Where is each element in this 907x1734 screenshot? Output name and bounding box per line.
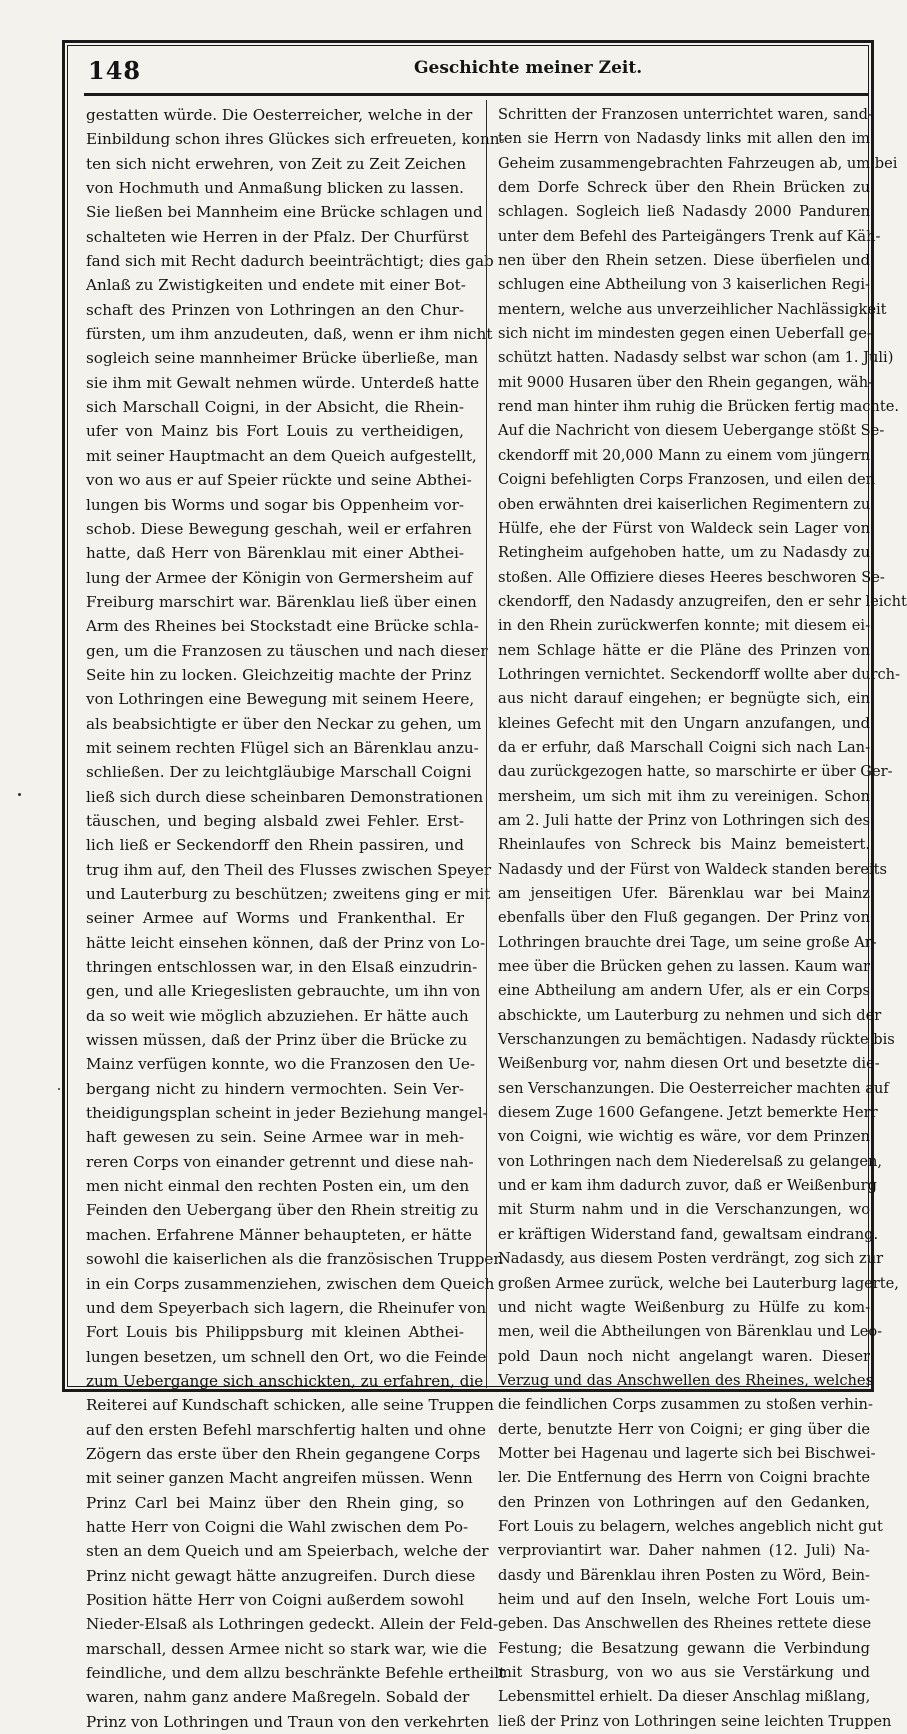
text-line: sich Marschall Coigni, in der Absicht, die Rhein- — [86, 398, 464, 417]
text-line: heim und auf den Inseln, welche Fort Louis um- — [498, 1590, 870, 1608]
text-line: eine Abtheilung am andern Ufer, als er ein Corps — [498, 982, 870, 1000]
text-line: theidigungsplan scheint in jeder Beziehung mangel- — [86, 1104, 488, 1123]
text-line: ließ der Prinz von Lothringen seine leichten Truppen — [498, 1712, 892, 1730]
page-header — [84, 52, 864, 88]
text-line: als beabsichtigte er über den Neckar zu gehen, um — [86, 714, 482, 733]
text-line: men, weil die Abtheilungen von Bärenklau und Leo- — [498, 1323, 883, 1341]
text-line: dasdy und Bärenklau ihren Posten zu Wörd, Bein- — [498, 1566, 870, 1584]
text-line: schalteten wie Herren in der Pfalz. Der Churfürst — [86, 227, 469, 246]
text-line: Prinz von Lothringen und Traun von den verkehrten — [86, 1712, 490, 1731]
text-line: sten an dem Queich und am Speierbach, welche der — [86, 1542, 489, 1561]
text-line: Fort Louis zu belagern, welches angeblich nicht gut — [498, 1517, 883, 1535]
text-line: ten sich nicht erwehren, von Zeit zu Zeit Zeichen — [86, 154, 467, 173]
text-line: Lothringen brauchte drei Tage, um seine große Ar- — [498, 933, 877, 951]
text-line: lungen besetzen, um schnell den Ort, wo die Feinde — [86, 1347, 487, 1366]
text-line: lich ließ er Seckendorff den Rhein passiren, und — [86, 836, 464, 855]
text-line: schlugen eine Abtheilung von 3 kaiserlichen Regi- — [498, 276, 870, 294]
text-line: Schritten der Franzosen unterrichtet waren, sand- — [498, 106, 873, 123]
text-line: reren Corps von einander getrennt und diese nah- — [86, 1152, 474, 1171]
text-line: waren, nahm ganz andere Maßregeln. Sobald der — [86, 1688, 470, 1707]
text-line: sen Verschanzungen. Die Oesterreicher machten auf — [498, 1079, 889, 1097]
text-line: sowohl die kaiserlichen als die französischen Truppen — [86, 1250, 504, 1269]
text-line: Position hätte Herr von Coigni außerdem sowohl — [86, 1590, 464, 1609]
text-line: men nicht einmal den rechten Posten ein, um den — [86, 1177, 470, 1196]
text-line: mit seinem rechten Flügel sich an Bärenklau anzu- — [86, 738, 479, 757]
header-rule — [84, 93, 868, 96]
text-line: mit seiner ganzen Macht angreifen müssen. Wenn — [86, 1469, 473, 1488]
text-line: unter dem Befehl des Parteigängers Trenk auf Käh- — [498, 227, 881, 245]
text-line: Hülfe, ehe der Fürst von Waldeck sein Lager von — [498, 519, 870, 537]
text-line: ufer von Mainz bis Fort Louis zu vertheidigen, — [86, 422, 464, 441]
text-line: Retingheim aufgehoben hatte, um zu Nadasdy zu — [498, 544, 870, 562]
text-column-right — [498, 103, 907, 1730]
text-line: feindliche, und dem allzu beschränkte Befehle ertheilt — [86, 1664, 506, 1682]
text-line: mee über die Brücken gehen zu lassen. Kaum war — [498, 958, 870, 976]
text-line: hätte leicht einsehen können, daß der Prinz von Lo- — [86, 933, 486, 952]
text-line: am 2. Juli hatte der Prinz von Lothringen sich des — [498, 811, 870, 829]
text-line: lungen bis Worms und sogar bis Oppenheim vor- — [86, 495, 464, 514]
text-line: Lothringen vernichtet. Seckendorff wollte aber durch- — [498, 665, 901, 683]
text-line: in ein Corps zusammenziehen, zwischen dem Queich — [86, 1274, 495, 1293]
text-line: Einbildung schon ihres Glückes sich erfreueten, konn- — [86, 130, 505, 149]
text-line: Fort Louis bis Philippsburg mit kleinen Abthei- — [86, 1323, 464, 1342]
text-line: von Lothringen eine Bewegung mit seinem Heere, — [86, 690, 475, 709]
text-line: dau zurückgezogen hatte, so marschirte er über Ger- — [498, 763, 893, 781]
text-line: schaft des Prinzen von Lothringen an den Chur- — [86, 300, 464, 319]
text-line: zum Uebergange sich anschickten, zu erfahren, die — [86, 1371, 484, 1390]
text-line: Festung; die Besatzung gewann die Verbindung — [498, 1639, 870, 1657]
text-line: Lebensmittel erhielt. Da dieser Anschlag mißlang, — [498, 1688, 871, 1706]
text-line: nem Schlage hätte er die Pläne des Prinzen von — [498, 641, 870, 659]
text-line: Feinden den Uebergang über den Rhein streitig zu — [86, 1201, 479, 1220]
text-line: abschickte, um Lauterburg zu nehmen und sich der — [498, 1006, 882, 1024]
text-line: schließen. Der zu leichtgläubige Marschall Coigni — [86, 763, 472, 782]
text-line: Zögern das erste über den Rhein gegangene Corps — [86, 1444, 481, 1463]
text-line: wissen müssen, daß der Prinz über die Brücke zu — [86, 1031, 468, 1050]
text-line: seiner Armee auf Worms und Frankenthal. Er — [86, 909, 464, 928]
text-line: ckendorff mit 20,000 Mann zu einem vom jüngern — [498, 446, 870, 464]
text-line: Reiterei auf Kundschaft schicken, alle seine Truppen — [86, 1396, 494, 1415]
page-number: 148 — [88, 56, 142, 85]
text-line: von Lothringen nach dem Niederelsaß zu gelangen, — [498, 1152, 883, 1170]
text-line: nen über den Rhein setzen. Diese überfielen und — [498, 252, 870, 270]
text-line: derte, benutzte Herr von Coigni; er ging über die — [498, 1420, 870, 1438]
text-line: haft gewesen zu sein. Seine Armee war in meh- — [86, 1128, 464, 1147]
text-line: dem Dorfe Schreck über den Rhein Brücken zu — [498, 179, 870, 197]
text-line: rend man hinter ihm ruhig die Brücken fertig machte. — [498, 398, 899, 416]
text-line: in den Rhein zurückwerfen konnte; mit diesem ei- — [498, 617, 870, 635]
text-line: da so weit wie möglich abzuziehen. Er hätte auch — [86, 1006, 469, 1025]
text-column-left — [86, 103, 506, 1731]
print-speck — [58, 1088, 60, 1090]
text-line: und nicht wagte Weißenburg zu Hülfe zu kom- — [498, 1298, 870, 1316]
print-speck — [18, 793, 21, 796]
text-line: geben. Das Anschwellen des Rheines rettete diese — [498, 1615, 872, 1633]
column-divider — [486, 100, 487, 1388]
text-line: aus nicht darauf eingehen; er begnügte sich, ein — [498, 690, 870, 708]
text-line: und er kam ihm dadurch zuvor, daß er Weißenburg — [498, 1177, 877, 1195]
text-line: Prinz nicht gewagt hätte anzugreifen. Durch diese — [86, 1566, 476, 1585]
text-line: ließ sich durch diese scheinbaren Demonstrationen — [86, 787, 484, 806]
text-line: gen, um die Franzosen zu täuschen und nach dieser — [86, 641, 488, 660]
text-line: Weißenburg vor, nahm diesen Ort und besetzte die- — [498, 1055, 880, 1073]
text-line: Verzug und das Anschwellen des Rheines, welches — [498, 1371, 874, 1389]
text-line: mersheim, um sich mit ihm zu vereinigen. Schon — [498, 787, 870, 805]
text-line: Motter bei Hagenau und lagerte sich bei Bischwei- — [498, 1444, 876, 1462]
text-line: von Hochmuth und Anmaßung blicken zu lassen. — [86, 179, 464, 198]
text-line: ler. Die Entfernung des Herrn von Coigni brachte — [498, 1469, 870, 1487]
text-line: Coigni befehligten Corps Franzosen, und eilen den — [498, 471, 875, 489]
text-line: ten sie Herrn von Nadasdy links mit allen den im — [498, 130, 870, 148]
text-line: sich nicht im mindesten gegen einen Ueberfall ge- — [498, 325, 872, 343]
text-line: schlagen. Sogleich ließ Nadasdy 2000 Panduren — [498, 203, 870, 221]
text-line: hatte, daß Herr von Bärenklau mit einer Abthei- — [86, 544, 464, 563]
text-line: großen Armee zurück, welche bei Lauterburg lagerte, — [498, 1274, 899, 1292]
text-line: Anlaß zu Zwistigkeiten und endete mit einer Bot- — [86, 276, 466, 295]
text-line: machen. Erfahrene Männer behaupteten, er hätte — [86, 1225, 472, 1244]
text-line: ebenfalls über den Fluß gegangen. Der Prinz von — [498, 909, 870, 927]
text-line: sogleich seine mannheimer Brücke überließe, man — [86, 349, 479, 368]
text-line: Geheim zusammengebrachten Fahrzeugen ab, um bei — [498, 154, 898, 172]
text-line: mit 9000 Husaren über den Rhein gegangen, wäh- — [498, 373, 874, 391]
text-line: Verschanzungen zu bemächtigen. Nadasdy rückte bis — [498, 1031, 895, 1049]
text-line: Sie ließen bei Mannheim eine Brücke schlagen und — [86, 203, 483, 222]
text-line: Nadasdy und der Fürst von Waldeck standen bereits — [498, 860, 887, 878]
text-line: die feindlichen Corps zusammen zu stoßen verhin- — [498, 1396, 873, 1414]
text-line: fand sich mit Recht dadurch beeinträchtigt; dies gab — [86, 252, 494, 271]
text-line: Mainz verfügen konnte, wo die Franzosen den Ue- — [86, 1055, 476, 1074]
text-line: Freiburg marschirt war. Bärenklau ließ über einen — [86, 592, 477, 611]
text-line: Rheinlaufes von Schreck bis Mainz bemeistert. — [498, 836, 870, 854]
text-line: schob. Diese Bewegung geschah, weil er erfahren — [86, 519, 472, 538]
text-line: verproviantirt war. Daher nahmen (12. Juli) Na- — [498, 1542, 870, 1560]
text-line: trug ihm auf, den Theil des Flusses zwischen Speyer — [86, 860, 492, 879]
text-line: hatte Herr von Coigni die Wahl zwischen dem Po- — [86, 1517, 469, 1536]
text-line: und dem Speyerbach sich lagern, die Rheinufer von — [86, 1298, 487, 1317]
text-line: mentern, welche aus unverzeihlicher Nachlässigkeit — [498, 300, 887, 318]
text-line: oben erwähnten drei kaiserlichen Regimentern zu — [498, 495, 871, 513]
text-line: stoßen. Alle Offiziere dieses Heeres beschworen Se- — [498, 568, 885, 586]
text-line: Nieder-Elsaß als Lothringen gedeckt. Allein der Feld- — [86, 1615, 499, 1634]
text-line: gen, und alle Kriegeslisten gebrauchte, um ihn von — [86, 982, 481, 1001]
text-line: Prinz Carl bei Mainz über den Rhein ging, so — [86, 1493, 464, 1512]
text-line: auf den ersten Befehl marschfertig halten und ohne — [86, 1420, 486, 1439]
text-line: mit seiner Hauptmacht an dem Queich aufgestellt, — [86, 446, 477, 465]
text-line: Seite hin zu locken. Gleichzeitig machte der Prinz — [86, 665, 472, 684]
text-line: da er erfuhr, daß Marschall Coigni sich nach Lan- — [498, 738, 870, 756]
text-line: pold Daun noch nicht angelangt waren. Dieser — [498, 1347, 870, 1365]
text-line: von wo aus er auf Speier rückte und seine Abthei- — [86, 471, 472, 490]
text-line: täuschen, und beging alsbald zwei Fehler. Erst- — [86, 811, 464, 830]
text-line: am jenseitigen Ufer. Bärenklau war bei Mainz — [498, 885, 870, 902]
text-line: diesem Zuge 1600 Gefangene. Jetzt bemerkte Herr — [498, 1104, 878, 1122]
text-line: bergang nicht zu hindern vermochten. Sein Ver- — [86, 1079, 464, 1098]
text-line: er kräftigen Widerstand fand, gewaltsam eindrang. — [498, 1225, 879, 1243]
text-line: Auf die Nachricht von diesem Uebergange stößt Se- — [498, 422, 885, 440]
text-line: thringen entschlossen war, in den Elsaß einzudrin- — [86, 958, 478, 977]
text-line: von Coigni, wie wichtig es wäre, vor dem Prinzen — [498, 1128, 870, 1146]
text-line: sie ihm mit Gewalt nehmen würde. Unterdeß hatte — [86, 373, 480, 392]
text-line: und Lauterburg zu beschützen; zweitens ging er mit — [86, 885, 491, 903]
running-title: Geschichte meiner Zeit. — [414, 58, 643, 78]
text-line: ckendorff, den Nadasdy anzugreifen, den er sehr leicht — [498, 592, 907, 610]
text-line: schützt hatten. Nadasdy selbst war schon (am 1. Juli) — [498, 349, 894, 367]
text-line: fürsten, um ihm anzudeuten, daß, wenn er ihm nicht — [86, 325, 493, 344]
text-line: kleines Gefecht mit den Ungarn anzufangen, und — [498, 714, 870, 732]
text-line: mit Sturm nahm und in die Verschanzungen, wo — [498, 1201, 870, 1219]
text-line: gestatten würde. Die Oesterreicher, welche in der — [86, 106, 473, 124]
text-line: Arm des Rheines bei Stockstadt eine Brücke schla- — [86, 617, 479, 636]
text-line: lung der Armee der Königin von Germersheim auf — [86, 568, 473, 587]
text-line: Nadasdy, aus diesem Posten verdrängt, zog sich zur — [498, 1250, 884, 1268]
text-line: mit Strasburg, von wo aus sie Verstärkung und — [498, 1664, 870, 1681]
text-line: marschall, dessen Armee nicht so stark war, wie die — [86, 1639, 487, 1658]
text-line: den Prinzen von Lothringen auf den Gedanken, — [498, 1493, 870, 1511]
